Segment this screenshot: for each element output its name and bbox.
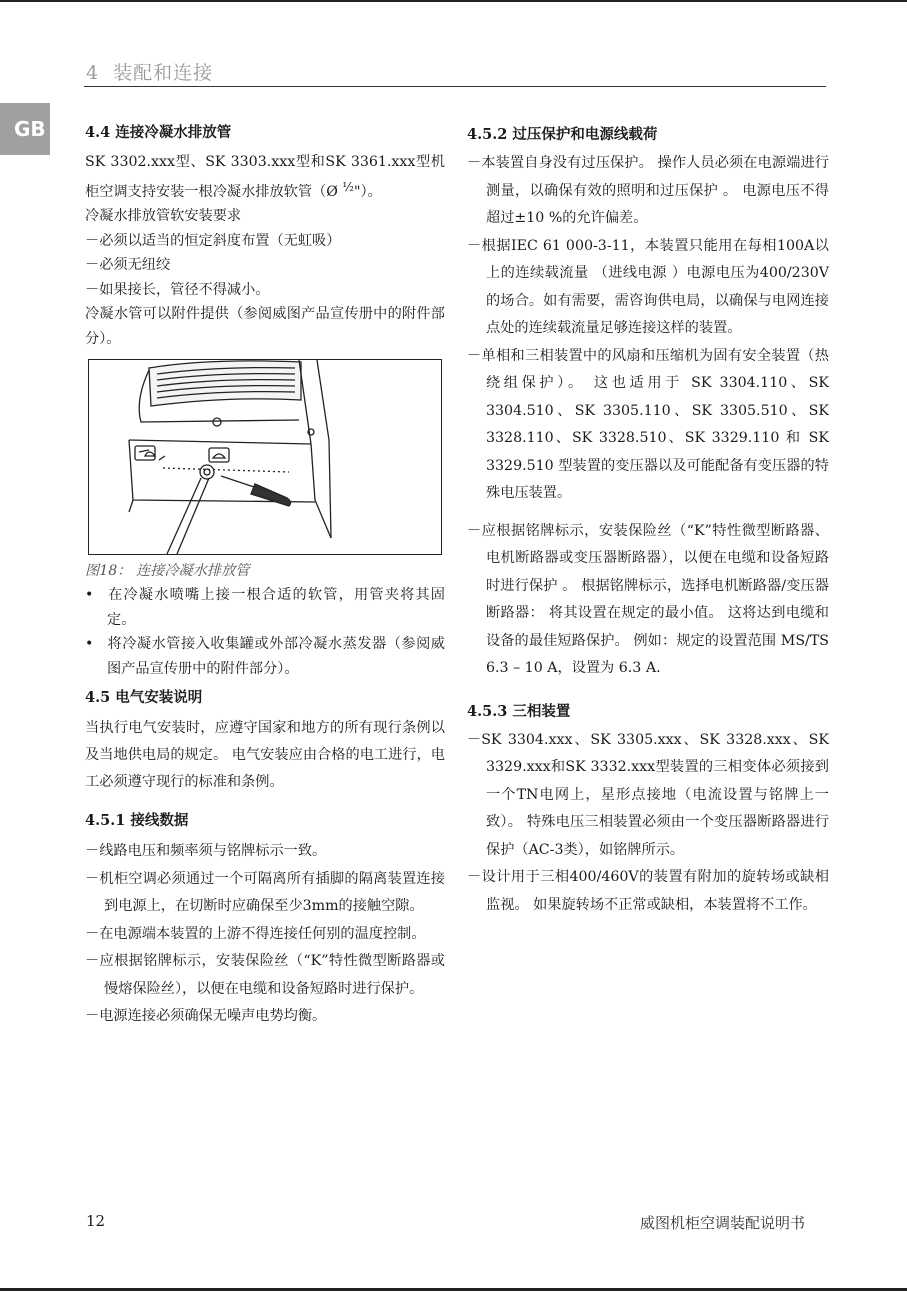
wiring-item: －电源连接必须确保无噪声电势均衡。	[85, 1008, 327, 1024]
footer-doc-title: 威图机柜空调装配说明书	[640, 1214, 806, 1232]
overvoltage-item: －单相和三相装置中的风扇和压缩机为固有安全装置（热绕组保护）。 这也适用于 SK 3304.110、SK 3304.510、SK 3305.110、SK 3305.510、SK 3328.110、SK 3328.510、SK 3329.110 和 SK 3329.510 型装置的变压器以及可能配备有变压器的特殊电压装置。	[467, 347, 829, 501]
wiring-item: －线路电压和频率须与铭牌标示一致。	[85, 843, 327, 859]
chapter-title: 装配和连接	[113, 62, 214, 84]
heading-4-5-3: 4.5.3 三相装置	[467, 702, 571, 720]
heading-4-5: 4.5 电气安装说明	[85, 689, 203, 706]
wiring-item: －在电源端本装置的上游不得连接任何别的温度控制。	[85, 925, 426, 942]
condensate-drain-illustration	[89, 360, 441, 554]
bullet-dot: •	[85, 636, 94, 652]
figure-condensate-drain	[88, 359, 442, 555]
top-border	[0, 0, 907, 2]
right-column	[467, 124, 829, 919]
language-tab: GB	[0, 103, 50, 155]
overvoltage-item: －根据IEC 61 000-3-11，本装置只能用在每相100A以上的连续载流量 （进线电源 ）电源电压为400/230V的场合。如有需要，需咨询供电局，以确保与电网连接点处的连续载流量足够连接这样的装置。	[467, 237, 829, 336]
intro-paragraph	[85, 150, 445, 204]
heading-4-4: 4.4 连接冷凝水排放管	[85, 124, 232, 141]
bullet-dot: •	[85, 587, 94, 603]
requirement-item: －必须以适当的恒定斜度布置（无虹吸）	[85, 232, 341, 249]
electrical-intro: 当执行电气安装时，应遵守国家和地方的所有现行条例以及当地供电局的规定。 电气安装应由合格的电工进行，电工必须遵守现行的标准和条例。	[85, 720, 445, 790]
left-column	[85, 122, 445, 1031]
pipe-diameter-fraction: ½	[342, 179, 354, 194]
requirement-item: －必须无纽绞	[85, 257, 171, 273]
overvoltage-item: －本装置自身没有过压保护。 操作人员必须在电源端进行测量，以确保有效的照明和过压保护 。 电源电压不得超过±10 %的允许偏差。	[467, 155, 829, 226]
bullet-item	[85, 583, 445, 632]
page-number: 12	[86, 1212, 106, 1230]
intro-text-end: "）。	[353, 183, 382, 200]
heading-4-5-2: 4.5.2 过压保护和电源线载荷	[467, 126, 658, 143]
header-rule	[84, 86, 826, 87]
bullet-text: 在冷凝水喷嘴上接一根合适的软管，用管夹将其固定。	[107, 587, 445, 628]
intro-text: SK 3302.xxx型、SK 3303.xxx型和SK 3361.xxx型机柜空调支持安装一根冷凝水排放软管（Ø	[85, 154, 445, 200]
wiring-item: －机柜空调必须通过一个可隔离所有插脚的隔离装置连接到电源上，在切断时应确保至少3mm的接触空隙。	[85, 870, 445, 914]
chapter-number: 4	[86, 62, 100, 84]
chapter-header	[86, 58, 213, 85]
three-phase-item: －SK 3304.xxx、SK 3305.xxx、SK 3328.xxx、SK 3329.xxx和SK 3332.xxx型装置的三相变体必须接到一个TN电网上，星形点接地（电流设置与铭牌上一致）。 特殊电压三相装置必须由一个变压器断路器进行保护（AC-3类），如铭牌所示。	[467, 731, 829, 858]
three-phase-item: －设计用于三相400/460V的装置有附加的旋转场或缺相监视。 如果旋转场不正常或缺相，本装置将不工作。	[467, 869, 829, 913]
heading-4-5-1: 4.5.1 接线数据	[85, 812, 189, 829]
bottom-border	[0, 1288, 907, 1291]
bullet-text: 将冷凝水管接入收集罐或外部冷凝水蒸发器（参阅威图产品宣传册中的附件部分）。	[107, 636, 445, 677]
figure-caption: 图18： 连接冷凝水排放管	[85, 563, 250, 579]
overvoltage-item: －应根据铭牌标示，安装保险丝（“K”特性微型断路器、电机断路器或变压器断路器），以便在电缆和设备短路时进行保护 。 根据铭牌标示，选择电机断路器/变压器断路器： 将其设置在规定的最小值。 这将达到电缆和设备的最佳短路保护。 例如：规定的设置范围 MS/TS 6.3 – 10 A，设置为 6.3 A.	[467, 522, 829, 676]
bullet-item	[85, 632, 445, 681]
requirements-title: 冷凝水排放管软安装要求	[85, 208, 242, 224]
requirement-item: －如果接长，管径不得减小。	[85, 281, 270, 298]
accessory-note: 冷凝水管可以附件提供（参阅威图产品宣传册中的附件部分）。	[85, 306, 445, 347]
wiring-item: －应根据铭牌标示，安装保险丝（“K”特性微型断路器或慢熔保险丝），以便在电缆和设备短路时进行保护。	[85, 953, 445, 997]
